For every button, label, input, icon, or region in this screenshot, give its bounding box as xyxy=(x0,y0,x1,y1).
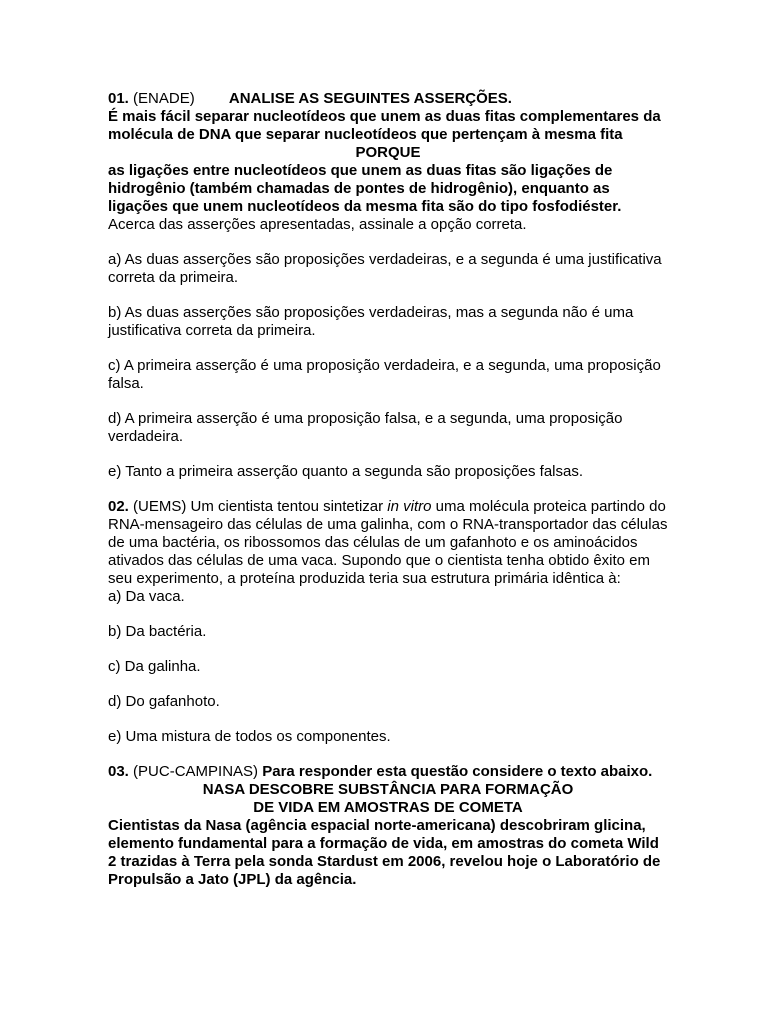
question-number: 01. xyxy=(108,90,129,107)
article-title-line-2: DE VIDA EM AMOSTRAS DE COMETA xyxy=(253,799,523,816)
question-01-header xyxy=(108,90,668,108)
option-b: b) Da bactéria. xyxy=(108,623,207,640)
assertion-2: as ligações entre nucleotídeos que unem as duas fitas são ligações de hidrogênio (também chamadas de pontes de hidrogênio), enquanto as ligações que unem nucleotídeos da mesma fita são do tipo fosfodiéster. xyxy=(108,162,622,215)
option-c: c) Da galinha. xyxy=(108,658,201,675)
question-intro: Para responder esta questão considere o texto abaixo. xyxy=(262,763,653,780)
question-prompt: Acerca das asserções apresentadas, assinale a opção correta. xyxy=(108,216,527,233)
question-source: (ENADE) xyxy=(133,90,195,107)
question-text-after: uma molécula proteica partindo do RNA-mensageiro das células de uma galinha, com o RNA-transportador das células de uma bactéria, os ribossomos das células de um gafanhoto e os aminoácidos ativados das células de uma vaca. Supondo que o cientista tenha obtido êxito em seu experimento, a proteína produzida teria sua estrutura primária idêntica à: xyxy=(108,498,668,587)
option-c: c) A primeira asserção é uma proposição verdadeira, e a segunda, uma proposição falsa. xyxy=(108,357,661,392)
question-number: 03. xyxy=(108,763,129,780)
option-d: d) Do gafanhoto. xyxy=(108,693,220,710)
article-title-line-1: NASA DESCOBRE SUBSTÂNCIA PARA FORMAÇÃO xyxy=(202,781,574,798)
question-text-italic: in vitro xyxy=(387,498,432,515)
assertion-1: É mais fácil separar nucleotídeos que unem as duas fitas complementares da molécula de DNA que separar nucleotídeos que pertençam à mesma fita xyxy=(108,108,661,143)
option-b: b) As duas asserções são proposições verdadeiras, mas a segunda não é uma justificativa correta da primeira. xyxy=(108,304,634,339)
question-number: 02. xyxy=(108,498,129,515)
question-01 xyxy=(108,90,668,481)
option-a: a) As duas asserções são proposições verdadeiras, e a segunda é uma justificativa correta da primeira. xyxy=(108,251,662,286)
option-d: d) A primeira asserção é uma proposição falsa, e a segunda, uma proposição verdadeira. xyxy=(108,410,623,445)
document-page xyxy=(108,90,668,889)
option-a: a) Da vaca. xyxy=(108,588,185,605)
option-e: e) Uma mistura de todos os componentes. xyxy=(108,728,391,745)
question-source: (PUC-CAMPINAS) xyxy=(133,763,259,780)
question-text-before: Um cientista tentou sintetizar xyxy=(190,498,384,515)
question-02 xyxy=(108,498,668,746)
question-03-header xyxy=(108,763,668,781)
question-title: ANALISE AS SEGUINTES ASSERÇÕES. xyxy=(228,90,512,107)
article-body: Cientistas da Nasa (agência espacial norte-americana) descobriram glicina, elemento fundamental para a formação de vida, em amostras do cometa Wild 2 trazidas à Terra pela sonda Stardust em 2006, revelou hoje o Laboratório de Propulsão a Jato (JPL) da agência. xyxy=(108,817,661,888)
connector-porque: PORQUE xyxy=(355,144,421,161)
question-03 xyxy=(108,763,668,889)
option-e: e) Tanto a primeira asserção quanto a segunda são proposições falsas. xyxy=(108,463,584,480)
question-02-text xyxy=(108,498,668,588)
question-source: (UEMS) xyxy=(133,498,187,515)
